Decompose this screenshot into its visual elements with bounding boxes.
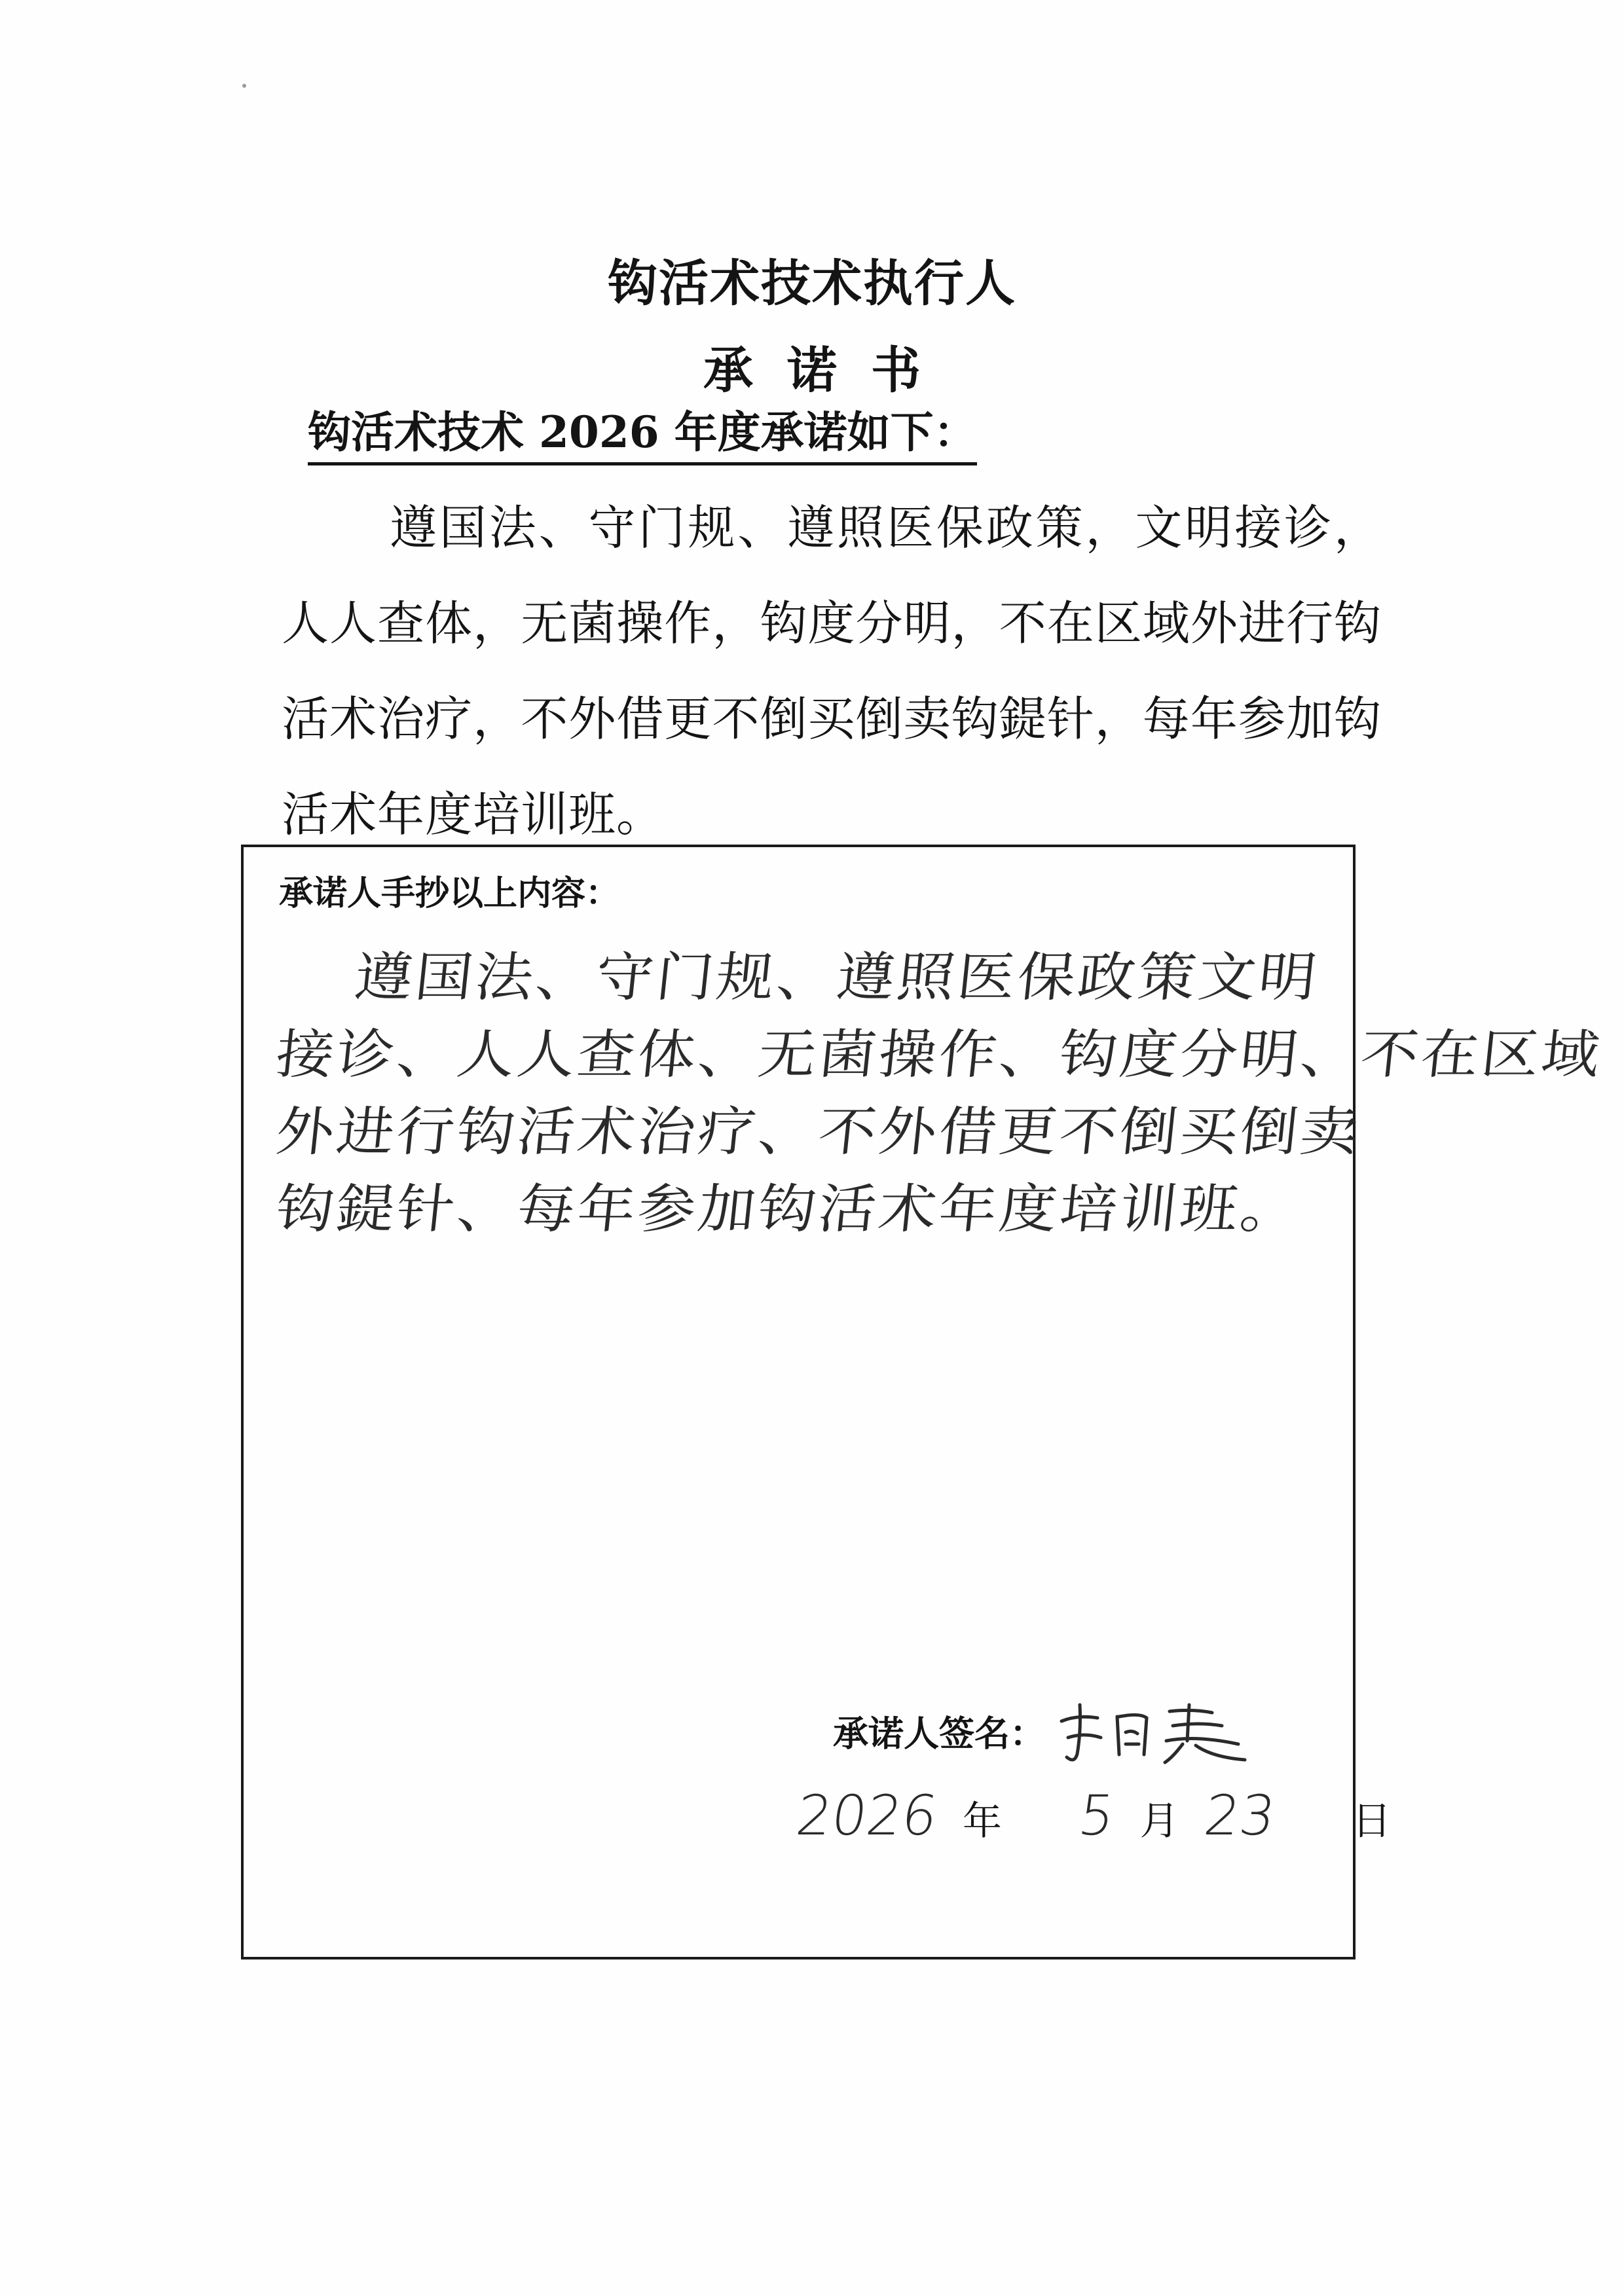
date-year-unit: 年	[962, 1798, 1002, 1844]
scan-speck	[242, 84, 246, 88]
handcopy-box	[241, 845, 1606, 1959]
document-title: 钩活术技术执行人	[608, 254, 1016, 312]
handwritten-line: 接诊、人人查体、无菌操作、钩度分明、不在区域	[273, 1023, 1606, 1085]
handwritten-signature	[1048, 1692, 1258, 1770]
handcopy-label: 承诺人手抄以上内容：	[279, 873, 620, 913]
commitment-intro: 钩活术技术 2026 年度承诺如下：	[308, 406, 977, 465]
handwritten-copy	[273, 939, 1606, 1248]
handwritten-line: 钩鍉针、每年参加钩活术年度培训班。	[273, 1178, 1304, 1240]
document-subtitle: 承诺书	[703, 341, 955, 399]
handwritten-line: 外进行钩活术治疗、不外借更不倒买倒卖	[273, 1101, 1365, 1163]
date-month: 5	[1075, 1783, 1119, 1848]
date-year: 2026	[792, 1783, 942, 1848]
handwritten-line: 遵国法、守门规、遵照医保政策文明	[352, 946, 1323, 1008]
signature-row	[833, 1692, 1258, 1770]
date-month-unit: 月	[1139, 1798, 1179, 1844]
date-day-unit: 日	[1352, 1798, 1392, 1844]
date-day: 23	[1200, 1783, 1280, 1848]
date-row	[792, 1783, 1405, 1848]
signature-label: 承诺人签名：	[833, 1712, 1045, 1755]
commitment-body: 遵国法、守门规、遵照医保政策，文明接诊，人人查体，无菌操作，钩度分明，不在区域外进行钩活术治疗，不外借更不倒买倒卖钩鍉针，每年参加钩活术年度培训班。	[282, 500, 1382, 842]
